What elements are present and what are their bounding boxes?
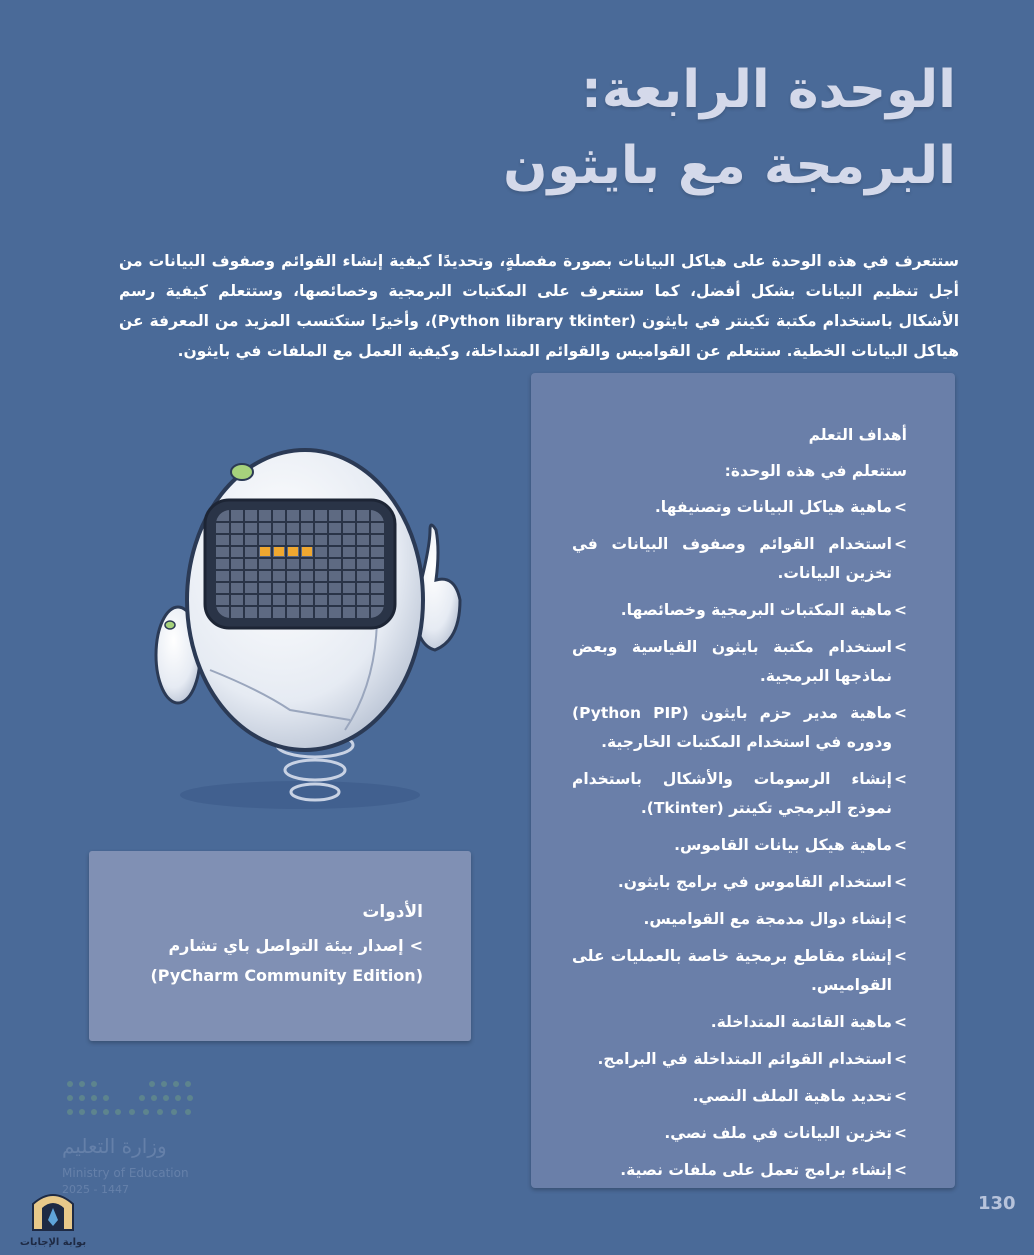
ministry-name-en: Ministry of Education [62,1166,189,1180]
list-item: > ماهية القائمة المتداخلة. [710,1013,907,1031]
list-item: > استخدام مكتبة بايثون القياسية وبعض نماذجها البرمجية. [572,638,907,685]
page-number: 130 [978,1193,1016,1214]
list-item: > ماهية المكتبات البرمجية وخصائصها. [620,601,907,619]
site-logo [18,1186,88,1248]
learning-goals-list [572,493,907,1185]
ministry-dots-icon [62,1076,202,1132]
site-logo-name: بوابة الإجابات [19,1237,87,1248]
robot-illustration [130,440,470,820]
page-title-line1: الوحدة الرابعة: [581,60,956,120]
learning-goals-intro: ستتعلم في هذه الوحدة: [724,462,907,480]
learning-goals-heading: أهداف التعلم [808,426,907,444]
list-item: > تخزين البيانات في ملف نصي. [664,1124,907,1142]
list-item: > ماهية هياكل البيانات وتصنيفها. [654,498,907,516]
tools-item: >إصدار بيئة التواصل باي تشارم (PyCharm Community Edition) [123,931,423,991]
list-item: > تحديد ماهية الملف النصي. [692,1087,907,1105]
page-title [503,52,956,204]
list-item: > ماهية هيكل بيانات القاموس. [674,836,907,854]
list-item: > استخدام القوائم وصفوف البيانات في تخزين البيانات. [572,535,907,582]
list-item: > إنشاء برامج تعمل على ملفات نصية. [620,1161,907,1179]
page-title-line2: البرمجة مع بايثون [503,136,956,196]
list-item: > ماهية مدير حزم بايثون (Python PIP) ودوره في استخدام المكتبات الخارجية. [572,704,907,751]
list-item: > إنشاء دوال مدمجة مع القواميس. [643,910,907,928]
learning-goals-card [531,373,955,1188]
intro-paragraph: ستتعرف في هذه الوحدة على هياكل البيانات بصورة مفصلةٍ، وتحديدًا كيفية إنشاء القوائم وصفوف البيانات من أجل تنظيم البيانات بشكل أفضل، كما ستتعرف على المكتبات البرمجية وخصائصها، وستتعلم كيفية رسم الأشكال باستخدام مكتبة تكينتر في بايثون (Python library tkinter)، وأخيرًا ستكتسب المزيد من المعرفة عن هياكل البيانات الخطية. ستتعلم عن القواميس والقوائم المتداخلة، وكيفية العمل مع الملفات في بايثون. [119,251,960,360]
list-item: > إنشاء الرسومات والأشكال باستخدام نموذج البرمجي تكينتر (Tkinter). [572,770,907,817]
tools-card [89,851,471,1041]
tools-heading: الأدوات [362,902,423,922]
tools-item-en: (PyCharm Community Edition) [150,966,423,985]
ministry-name-ar: وزارة التعليم [62,1134,167,1158]
list-item: > إنشاء مقاطع برمجية خاصة بالعمليات على القواميس. [572,947,907,994]
list-item: > استخدام القوائم المتداخلة في البرامج. [597,1050,907,1068]
tools-item-ar: إصدار بيئة التواصل باي تشارم [168,936,404,955]
list-item: > استخدام القاموس في برامج بايثون. [617,873,907,891]
ministry-year: 2025 - 1447 [62,1183,129,1196]
site-logo-icon [18,1186,88,1232]
